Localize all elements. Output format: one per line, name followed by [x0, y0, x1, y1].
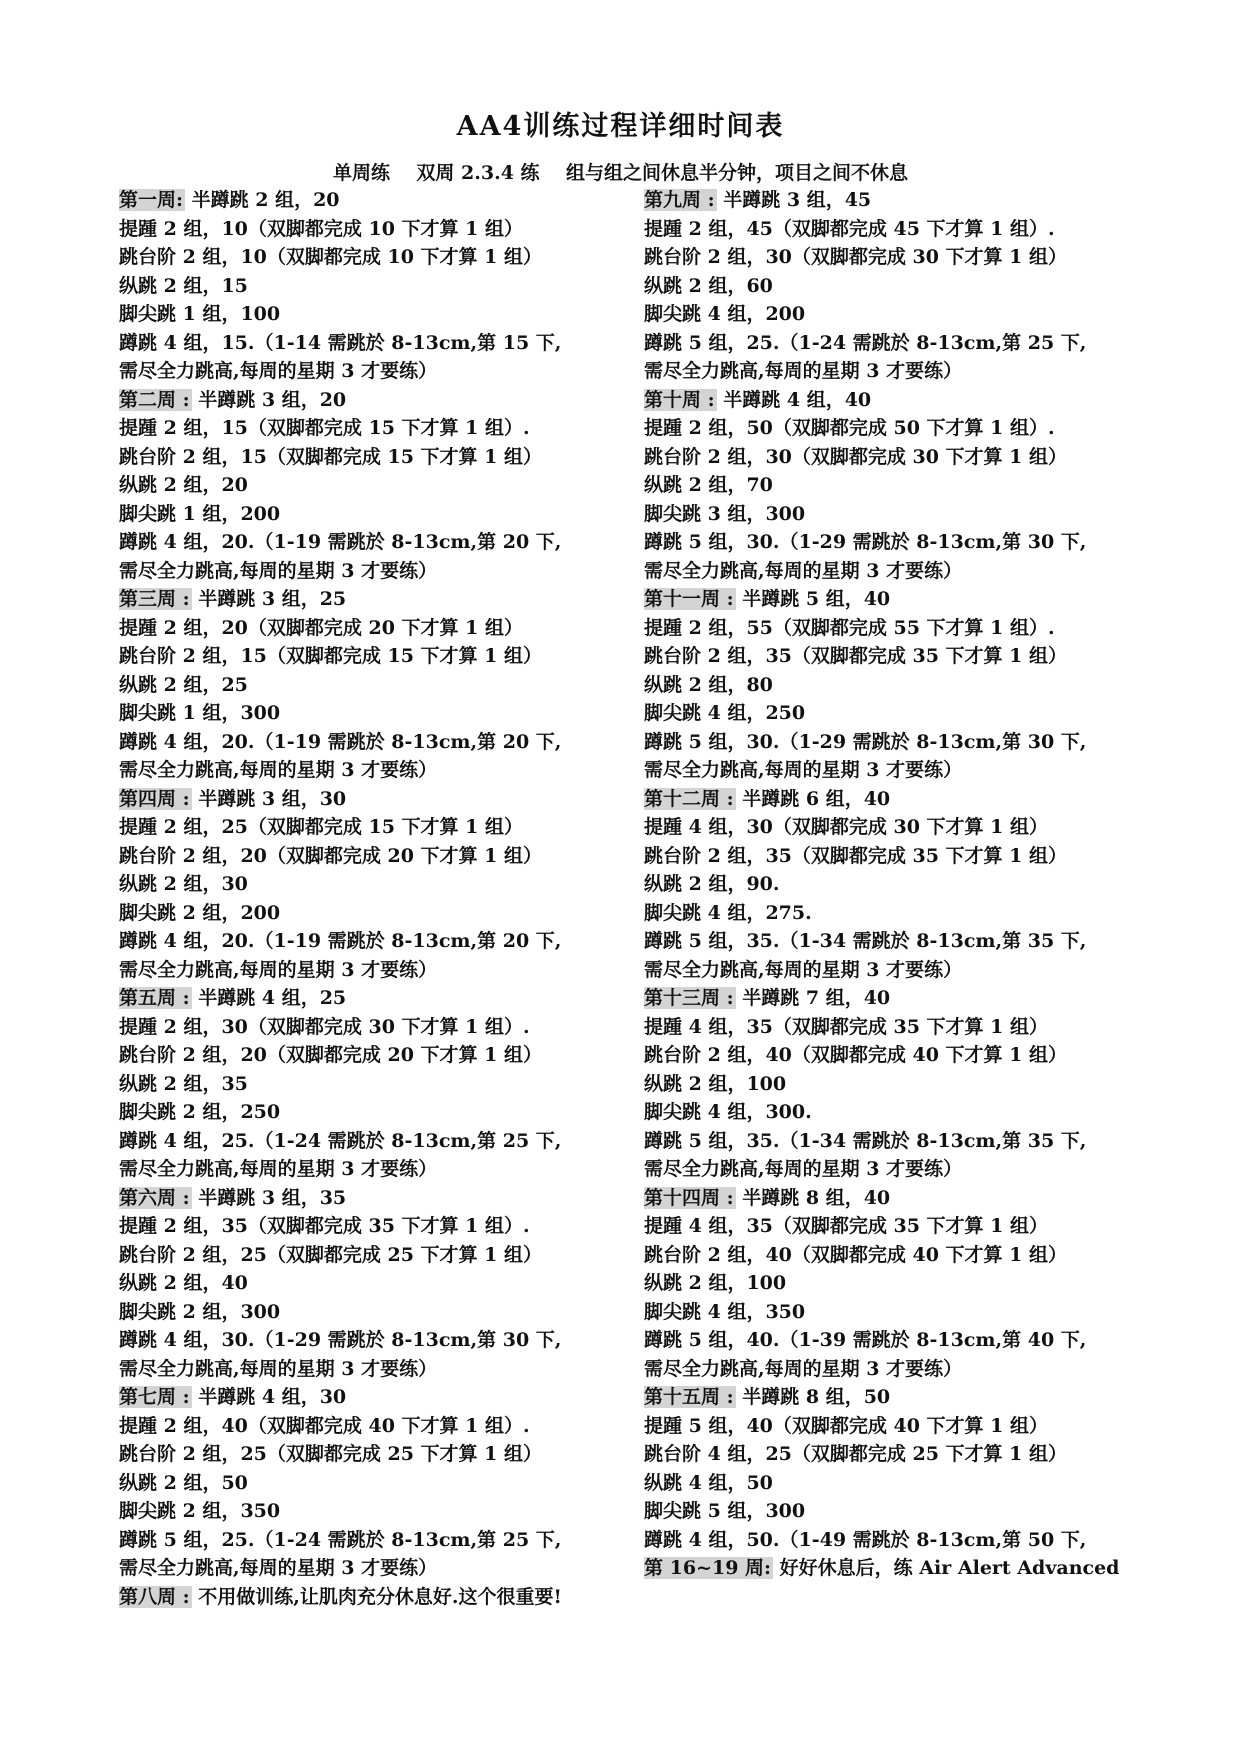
exercise-line: 需尽全力跳高,每周的星期 3 才要练） [644, 1357, 963, 1380]
exercise-line: 提踵 2 组，15（双脚都完成 15 下才算 1 组）. [119, 417, 530, 439]
exercise-line: 跳台阶 2 组，30（双脚都完成 30 下才算 1 组） [644, 445, 1068, 468]
exercise-line: 脚尖跳 4 组，275. [644, 901, 812, 924]
exercise-line: 需尽全力跳高,每周的星期 3 才要练） [119, 360, 438, 382]
week-block [119, 186, 619, 386]
exercise-line: 纵跳 2 组，70 [644, 474, 773, 496]
exercise-line: 纵跳 2 组，90. [644, 873, 780, 895]
week-block [644, 386, 1164, 586]
week-block [644, 1184, 1164, 1384]
week-first-exercise: 半蹲跳 8 组，40 [735, 1186, 891, 1209]
exercise-line: 纵跳 2 组，50 [119, 1471, 248, 1494]
exercise-line: 跳台阶 2 组，40（双脚都完成 40 下才算 1 组） [644, 1243, 1068, 1266]
exercise-line: 脚尖跳 4 组，200 [644, 303, 806, 325]
exercise-line: 跳台阶 4 组，25（双脚都完成 25 下才算 1 组） [644, 1443, 1068, 1465]
week-heading-line [119, 585, 619, 614]
exercise-line: 提踵 2 组，55（双脚都完成 55 下才算 1 组）. [644, 616, 1055, 639]
exercise-line: 需尽全力跳高,每周的星期 3 才要练） [644, 360, 963, 382]
exercise-line: 纵跳 2 组，60 [644, 274, 773, 297]
exercise-line: 脚尖跳 4 组，250 [644, 702, 806, 724]
week-heading-line [644, 386, 1164, 415]
week-heading-line [119, 1583, 619, 1612]
week-label: 第五周 : [119, 987, 190, 1009]
exercise-line: 蹲跳 5 组，40.（1-39 需跳於 8-13cm,第 40 下, [644, 1329, 1087, 1351]
week-label: 第八周 : [119, 1585, 190, 1608]
week-label: 第十五周 : [644, 1386, 734, 1408]
exercise-line: 需尽全力跳高,每周的星期 3 才要练） [119, 1158, 438, 1180]
exercise-line: 跳台阶 2 组，15（双脚都完成 15 下才算 1 组） [119, 445, 543, 468]
exercise-line: 蹲跳 4 组，20.（1-19 需跳於 8-13cm,第 20 下, [119, 730, 562, 753]
exercise-line: 脚尖跳 4 组，350 [644, 1300, 806, 1323]
exercise-line: 纵跳 2 组，15 [119, 274, 248, 297]
exercise-line: 需尽全力跳高,每周的星期 3 才要练） [119, 559, 438, 582]
exercise-line: 跳台阶 2 组，15（双脚都完成 15 下才算 1 组） [119, 645, 543, 667]
week-label: 第十周 : [644, 388, 715, 411]
exercise-line: 跳台阶 2 组，40（双脚都完成 40 下才算 1 组） [644, 1044, 1068, 1066]
exercise-line: 需尽全力跳高,每周的星期 3 才要练） [119, 1357, 438, 1380]
exercise-line: 纵跳 4 组，50 [644, 1471, 773, 1494]
exercise-line: 蹲跳 4 组，30.（1-29 需跳於 8-13cm,第 30 下, [119, 1329, 562, 1351]
week-first-exercise: 半蹲跳 7 组，40 [735, 987, 891, 1009]
week-label: 第十三周 : [644, 987, 734, 1009]
exercise-line: 蹲跳 4 组，25.（1-24 需跳於 8-13cm,第 25 下, [119, 1129, 562, 1152]
week-first-exercise: 半蹲跳 3 组，45 [716, 189, 872, 211]
exercise-line: 蹲跳 5 组，25.（1-24 需跳於 8-13cm,第 25 下, [644, 331, 1087, 354]
exercise-line: 纵跳 2 组，40 [119, 1272, 248, 1294]
exercise-line: 提踵 2 组，10（双脚都完成 10 下才算 1 组） [119, 217, 524, 240]
week-first-exercise: 不用做训练,让肌肉充分休息好.这个很重要! [191, 1585, 562, 1608]
exercise-line: 脚尖跳 2 组，200 [119, 901, 281, 924]
exercise-line: 需尽全力跳高,每周的星期 3 才要练） [644, 759, 963, 781]
exercise-line: 纵跳 2 组，80 [644, 673, 773, 696]
exercise-line: 脚尖跳 1 组，200 [119, 502, 281, 525]
week-first-exercise: 半蹲跳 3 组，35 [191, 1186, 347, 1209]
exercise-line: 提踵 2 组，40（双脚都完成 40 下才算 1 组）. [119, 1414, 530, 1437]
exercise-line: 需尽全力跳高,每周的星期 3 才要练） [119, 759, 438, 781]
week-heading-line [644, 1184, 1164, 1213]
left-column [119, 186, 619, 1611]
exercise-line: 蹲跳 4 组，15.（1-14 需跳於 8-13cm,第 15 下, [119, 331, 562, 354]
page-subtitle: 单周练 双周 2.3.4 练 组与组之间休息半分钟，项目之间不休息 [332, 162, 909, 184]
exercise-line: 提踵 2 组，35（双脚都完成 35 下才算 1 组）. [119, 1215, 530, 1237]
exercise-line: 提踵 5 组，40（双脚都完成 40 下才算 1 组） [644, 1414, 1049, 1437]
exercise-line: 需尽全力跳高,每周的星期 3 才要练） [119, 1557, 438, 1579]
exercise-line: 蹲跳 5 组，25.（1-24 需跳於 8-13cm,第 25 下, [119, 1528, 562, 1551]
exercise-line: 跳台阶 2 组，10（双脚都完成 10 下才算 1 组） [119, 246, 543, 268]
exercise-line: 蹲跳 4 组，50.（1-49 需跳於 8-13cm,第 50 下, [644, 1528, 1087, 1551]
week-block [644, 984, 1164, 1184]
exercise-line: 纵跳 2 组，100 [644, 1272, 787, 1294]
exercise-line: 提踵 4 组，35（双脚都完成 35 下才算 1 组） [644, 1215, 1049, 1237]
week-block [644, 585, 1164, 785]
week-heading-line [644, 1554, 1164, 1583]
week-first-exercise: 半蹲跳 4 组，30 [191, 1386, 347, 1408]
exercise-line: 跳台阶 2 组，35（双脚都完成 35 下才算 1 组） [644, 645, 1068, 667]
week-first-exercise: 半蹲跳 3 组，30 [191, 787, 347, 810]
exercise-line: 纵跳 2 组，30 [119, 873, 248, 895]
week-label: 第六周 : [119, 1186, 190, 1209]
week-label: 第十四周 : [644, 1186, 734, 1209]
week-block [644, 1383, 1164, 1554]
week-first-exercise: 半蹲跳 6 组，40 [735, 787, 891, 810]
exercise-line: 跳台阶 2 组，20（双脚都完成 20 下才算 1 组） [119, 1044, 543, 1066]
exercise-line: 提踵 4 组，30（双脚都完成 30 下才算 1 组） [644, 816, 1049, 838]
week-label: 第十二周 : [644, 787, 734, 810]
exercise-line: 跳台阶 2 组，25（双脚都完成 25 下才算 1 组） [119, 1243, 543, 1266]
exercise-line: 需尽全力跳高,每周的星期 3 才要练） [119, 958, 438, 981]
exercise-line: 蹲跳 5 组，30.（1-29 需跳於 8-13cm,第 30 下, [644, 531, 1087, 553]
week-heading-line [119, 386, 619, 415]
week-block [119, 984, 619, 1184]
week-first-exercise: 半蹲跳 2 组，20 [185, 189, 340, 211]
week-first-exercise: 好好休息后，练 Air Alert Advanced [773, 1557, 1120, 1579]
week-block [119, 1184, 619, 1384]
exercise-line: 跳台阶 2 组，25（双脚都完成 25 下才算 1 组） [119, 1443, 543, 1465]
week-label: 第一周: [119, 189, 184, 211]
week-first-exercise: 半蹲跳 5 组，40 [735, 588, 891, 610]
week-block [119, 785, 619, 985]
exercise-line: 跳台阶 2 组，35（双脚都完成 35 下才算 1 组） [644, 844, 1068, 867]
exercise-line: 蹲跳 4 组，20.（1-19 需跳於 8-13cm,第 20 下, [119, 531, 562, 553]
exercise-line: 蹲跳 5 组，35.（1-34 需跳於 8-13cm,第 35 下, [644, 1129, 1087, 1152]
exercise-line: 跳台阶 2 组，20（双脚都完成 20 下才算 1 组） [119, 844, 543, 867]
week-heading-line [119, 1184, 619, 1213]
right-column [644, 186, 1164, 1583]
exercise-line: 跳台阶 2 组，30（双脚都完成 30 下才算 1 组） [644, 246, 1068, 268]
week-label: 第二周 : [119, 388, 190, 411]
exercise-line: 蹲跳 5 组，30.（1-29 需跳於 8-13cm,第 30 下, [644, 730, 1087, 753]
week-block [644, 785, 1164, 985]
exercise-line: 需尽全力跳高,每周的星期 3 才要练） [644, 1158, 963, 1180]
exercise-line: 提踵 2 组，30（双脚都完成 30 下才算 1 组）. [119, 1015, 530, 1038]
week-block [119, 585, 619, 785]
exercise-line: 提踵 2 组，45（双脚都完成 45 下才算 1 组）. [644, 217, 1055, 240]
exercise-line: 纵跳 2 组，20 [119, 474, 248, 496]
exercise-line: 脚尖跳 3 组，300 [644, 502, 806, 525]
week-heading-line [119, 1383, 619, 1412]
week-first-exercise: 半蹲跳 4 组，40 [716, 388, 872, 411]
week-label: 第七周 : [119, 1386, 190, 1408]
week-heading-line [644, 585, 1164, 614]
exercise-line: 纵跳 2 组，35 [119, 1072, 248, 1095]
page-title: AA4训练过程详细时间表 [456, 111, 785, 142]
exercise-line: 蹲跳 5 组，35.（1-34 需跳於 8-13cm,第 35 下, [644, 930, 1087, 952]
week-first-exercise: 半蹲跳 3 组，20 [191, 388, 347, 411]
week-first-exercise: 半蹲跳 4 组，25 [191, 987, 347, 1009]
exercise-line: 提踵 2 组，50（双脚都完成 50 下才算 1 组）. [644, 417, 1055, 439]
exercise-line: 脚尖跳 1 组，100 [119, 303, 281, 325]
week-heading-line [119, 785, 619, 814]
exercise-line: 蹲跳 4 组，20.（1-19 需跳於 8-13cm,第 20 下, [119, 930, 562, 952]
exercise-line: 提踵 4 组，35（双脚都完成 35 下才算 1 组） [644, 1015, 1049, 1038]
week-first-exercise: 半蹲跳 8 组，50 [735, 1386, 891, 1408]
week-block [644, 186, 1164, 386]
exercise-line: 提踵 2 组，25（双脚都完成 15 下才算 1 组） [119, 816, 524, 838]
week-heading-line [119, 984, 619, 1013]
week-block [644, 1554, 1164, 1583]
exercise-line: 脚尖跳 1 组，300 [119, 702, 281, 724]
week-block [119, 386, 619, 586]
exercise-line: 脚尖跳 2 组，300 [119, 1300, 281, 1323]
week-heading-line [644, 1383, 1164, 1412]
exercise-line: 纵跳 2 组，100 [644, 1072, 787, 1095]
exercise-line: 提踵 2 组，20（双脚都完成 20 下才算 1 组） [119, 616, 524, 639]
week-first-exercise: 半蹲跳 3 组，25 [191, 588, 347, 610]
exercise-line: 脚尖跳 4 组，300. [644, 1101, 812, 1123]
exercise-line: 脚尖跳 2 组，250 [119, 1101, 281, 1123]
week-heading-line [119, 186, 619, 215]
week-heading-line [644, 186, 1164, 215]
week-label: 第 16~19 周: [644, 1557, 772, 1579]
week-heading-line [644, 984, 1164, 1013]
week-block [119, 1383, 619, 1583]
week-label: 第十一周 : [644, 588, 734, 610]
exercise-line: 需尽全力跳高,每周的星期 3 才要练） [644, 559, 963, 582]
exercise-line: 需尽全力跳高,每周的星期 3 才要练） [644, 958, 963, 981]
week-label: 第三周 : [119, 588, 190, 610]
week-label: 第四周 : [119, 787, 190, 810]
exercise-line: 脚尖跳 5 组，300 [644, 1500, 806, 1522]
exercise-line: 脚尖跳 2 组，350 [119, 1500, 281, 1522]
week-label: 第九周 : [644, 189, 715, 211]
week-block [119, 1583, 619, 1612]
week-heading-line [644, 785, 1164, 814]
exercise-line: 纵跳 2 组，25 [119, 673, 248, 696]
